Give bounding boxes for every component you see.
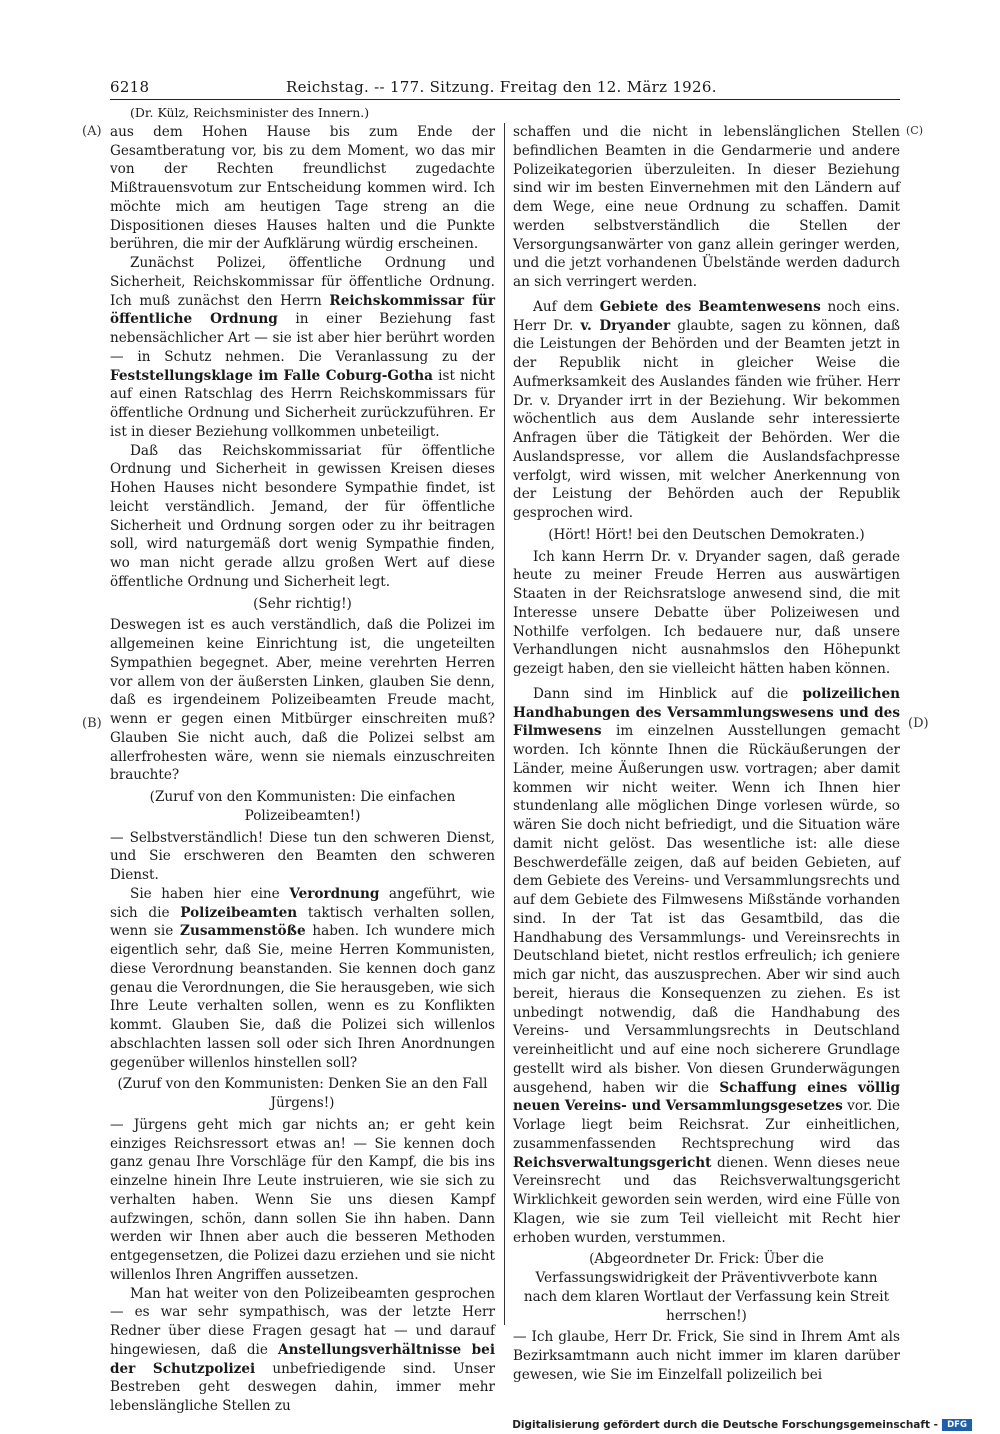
dfg-logo-icon: DFG xyxy=(942,1419,972,1431)
paragraph: Dann sind im Hinblick auf die polizeilichen Handhabungen des Versammlungswesens und des Filmwesens im einzelnen Ausstellungen gemacht worden. Ich könnte Ihnen die Rückäußerungen der Länder, meine Äußerungen usw. vortragen; aber damit kommen wir nicht weiter. Wenn ich Ihnen hier stundenlang alle möglichen Dinge vorlesen würde, so wären Sie doch nicht befriedigt, und die Situation wäre damit nicht gelöst. Das wesentliche ist: alle diese Beschwerdefälle zeigen, daß auf beiden Gebieten, auf dem Gebiete des Vereins- und Versammlungsrechts und auf dem Gebiete des Filmwesens Mißstände vorhanden sind. In der Tat ist das Gesamtbild, das die Handhabung des Versammlungs- und Vereinsrechts in Deutschland bietet, nicht restlos erfreulich; ich geniere mich gar nicht, das auszusprechen. Aber wir sind auch bereit, hieraus die Konsequenzen zu ziehen. Es ist unbedingt notwendig, daß die Handhabung des Vereins- und Versammlungsrechts in Deutschland vereinheitlicht und auf eine noch sicherere Grundlage gestellt wird als bisher. Von diesen Grunderwägungen ausgehend, haben wir die Schaffung eines völlig neuen Vereins- und Versammlungsgesetzes vor. Die Vorlage liegt beim Reichsrat. Zur einheitlichen, zusammenfassenden Rechtsprechung wird das Reichsverwaltungsgericht dienen. Wenn dieses neue Vereinsrecht und das Reichsverwaltungsgericht Wirklichkeit geworden sein werden, wird eine Fülle von Klagen, wie sie zum Teil vielleicht mit Recht hier erhoben wurden, verstummen. xyxy=(513,685,901,1246)
paragraph: Zunächst Polizei, öffentliche Ordnung und Sicherheit, Reichskommissar für öffentliche Ordnung. Ich muß zunächst den Herrn Reichskommissar für öffentliche Ordnung in einer Beziehung fast nebensächlicher Art — sie ist aber hier berührt worden — in Schutz nehmen. Die Veranlassung zu der Feststellungsklage im Falle Coburg-Gotha ist nicht auf einen Ratschlag des Herrn Reichskommissars für öffentliche Ordnung und Sicherheit zurückzuführen. Er ist in dieser Beziehung vollkommen unbeteiligt. xyxy=(110,255,495,440)
paragraph: schaffen und die nicht in lebenslänglichen Stellen befindlichen Beamten in die Gendarmerie und andere Polizeikategorien überzuleiten. In dieser Beziehung sind wir im besten Einvernehmen mit den Ländern auf dem Wege, eine neue Ordnung zu schaffen. Damit werden selbstverständlich die Stellen der Versorgungsanwärter von ganz allein geringer werden, und die jetzt vorhandenen Übelstände werden dadurch an sich verringert werden. xyxy=(513,124,900,290)
paragraph: aus dem Hohen Hause bis zum Ende der Gesamtberatung vor, bis zu dem Moment, wo das mir von der Rechten freundlichst zugedachte Mißtrauensvotum zur Entscheidung kommen wird. Ich möchte mich am heutigen Tage streng an die Dispositionen dieses Hauses halten und die Punkte berühren, die mir der Aufklärung würdig erscheinen. xyxy=(110,123,495,253)
interjection: (Sehr richtig!) xyxy=(253,595,352,612)
interjection: (Hört! Hört! bei den Deutschen Demokraten.) xyxy=(548,526,865,543)
paragraph: Daß das Reichskommissariat für öffentliche Ordnung und Sicherheit in gewissen Kreisen dieses Hohen Hauses nicht besondere Sympathie findet, ist leicht verständlich. Jemand, der für öffentliche Sicherheit und Ordnung sorgen oder zu ihr beitragen soll, wird naturgemäß dort wenig Sympathie finden, wo man nicht gerade allzu großen Wert auf diese öffentliche Ordnung und Sicherheit legt. xyxy=(110,442,495,590)
paragraph: — Ich glaube, Herr Dr. Frick, Sie sind in Ihrem Amt als Bezirksamtmann auch nicht immer im klaren darüber gewesen, wie Sie im Einzelfall polizeilich bei xyxy=(513,1329,900,1383)
footer-text: Digitalisierung gefördert durch die Deutsche Forschungsgemeinschaft - xyxy=(512,1419,938,1431)
margin-mark-b: (B) xyxy=(82,716,102,731)
page-header xyxy=(110,78,720,98)
interjection: (Zuruf von den Kommunisten: Die einfachen Polizeibeamten!) xyxy=(149,789,456,824)
paragraph: Sie haben hier eine Verordnung angeführt, wie sich die Polizeibeamten taktisch verhalten sollen, wenn sie Zusammenstöße haben. Ich wundere mich eigentlich sehr, daß Sie, meine Herren Kommunisten, diese Verordnung beanstanden. Sie kennen doch ganz genau die Verordnungen, die Sie herausgeben, wie sich Ihre Leute verhalten sollen, wenn es zu Konflikten kommt. Glauben Sie, daß die Polizei sich willenlos abschlachten lassen soll oder sich Ihren Anordnungen gegenüber willenlos hinstellen soll? xyxy=(110,885,496,1071)
left-column xyxy=(110,104,496,1414)
speaker-line: (Dr. Külz, Reichsminister des Innern.) xyxy=(130,105,370,120)
column-divider xyxy=(504,123,505,1325)
page-number: 6218 xyxy=(110,78,150,96)
margin-mark-c: (C) xyxy=(906,124,923,137)
footer-credit xyxy=(512,1418,972,1432)
running-title: Reichstag. -- 177. Sitzung. Freitag den 12. März 1926. xyxy=(286,78,717,96)
paragraph: Ich kann Herrn Dr. v. Dryander sagen, daß gerade heute zu meiner Freude Herren aus auswärtigen Staaten in der Reichsratsloge anwesend sind, die mit Interesse unsere Debatte über Polizeiwesen und Nothilfe verfolgen. Ich bedauere nur, daß unsere Verhandlungen nicht ausnahmslos den Höhepunkt gezeigt haben, den sie vielleicht hätten haben können. xyxy=(513,548,900,677)
paragraph: Deswegen ist es auch verständlich, daß die Polizei im allgemeinen keine Einrichtung ist, die ungeteilten Sympathien begegnet. Aber, meine verehrten Herren vor allem von der äußersten Linken, glauben Sie denn, daß es irgendeinem Polizeibeamten Freude macht, wenn er gegen einen Mitbürger einschreiten muß? Glauben Sie nicht auch, daß die Polizei selbst am allerfrohesten wäre, wenn sie niemals einzuschreiten brauchte? xyxy=(110,617,495,784)
right-column xyxy=(513,123,901,1383)
paragraph: — Jürgens geht mich gar nichts an; er geht kein einziges Reichsressort etwas an! — Sie kennen doch ganz genau Ihre Vorschläge für den Kampf, die bis ins einzelne hinein Ihre Leute instruieren, wie sie sich zu verhalten haben. Wenn Sie uns diesen Kampf aufzwingen, schön, dann sollen Sie ihn haben. Dann werden wir Ihnen aber auch die besseren Methoden entgegensetzen, die Polizei dazu erziehen und sie nicht willenlos Ihren Angriffen aussetzen. xyxy=(110,1116,495,1283)
paragraph: Auf dem Gebiete des Beamtenwesens noch eins. Herr Dr. v. Dryander glaubte, sagen zu können, daß die Leistungen der Behörden und der Beamten jetzt in der Republik nicht in gleicher Weise die Aufmerksamkeit des Auslandes fänden wie früher. Herr Dr. v. Dryander irrt in der Beziehung. Wir bekommen wöchentlich aus dem Auslande sehr interessierte Anfragen über die Tätigkeit der Behörden. Wer die Auslandspresse, vor allem die Auslandsfachpresse verfolgt, wird wissen, mit welcher Anerkennung von der Leistung der Behörden auch der Republik gesprochen wird. xyxy=(513,298,901,521)
margin-mark-d: (D) xyxy=(908,716,929,731)
paragraph: Man hat weiter von den Polizeibeamten gesprochen — es war sehr sympathisch, was der letzte Herr Redner über diese Fragen gesagt hat — und darauf hingewiesen, daß die Anstellungsverhältnisse bei der Schutzpolizei unbefriedigende sind. Unser Bestreben geht deswegen dahin, immer mehr lebenslängliche Stellen zu xyxy=(110,1285,495,1414)
margin-mark-a: (A) xyxy=(82,124,102,139)
paragraph: — Selbstverständlich! Diese tun den schweren Dienst, und Sie erschweren den Beamten den schweren Dienst. xyxy=(110,829,495,883)
header-rule xyxy=(110,99,900,100)
interjection: (Zuruf von den Kommunisten: Denken Sie an den Fall Jürgens!) xyxy=(117,1076,488,1111)
interjection: (Abgeordneter Dr. Frick: Über die Verfassungswidrigkeit der Präventivverbote kann nach dem klaren Wortlaut der Verfassung kein Streit herrschen!) xyxy=(523,1251,890,1324)
